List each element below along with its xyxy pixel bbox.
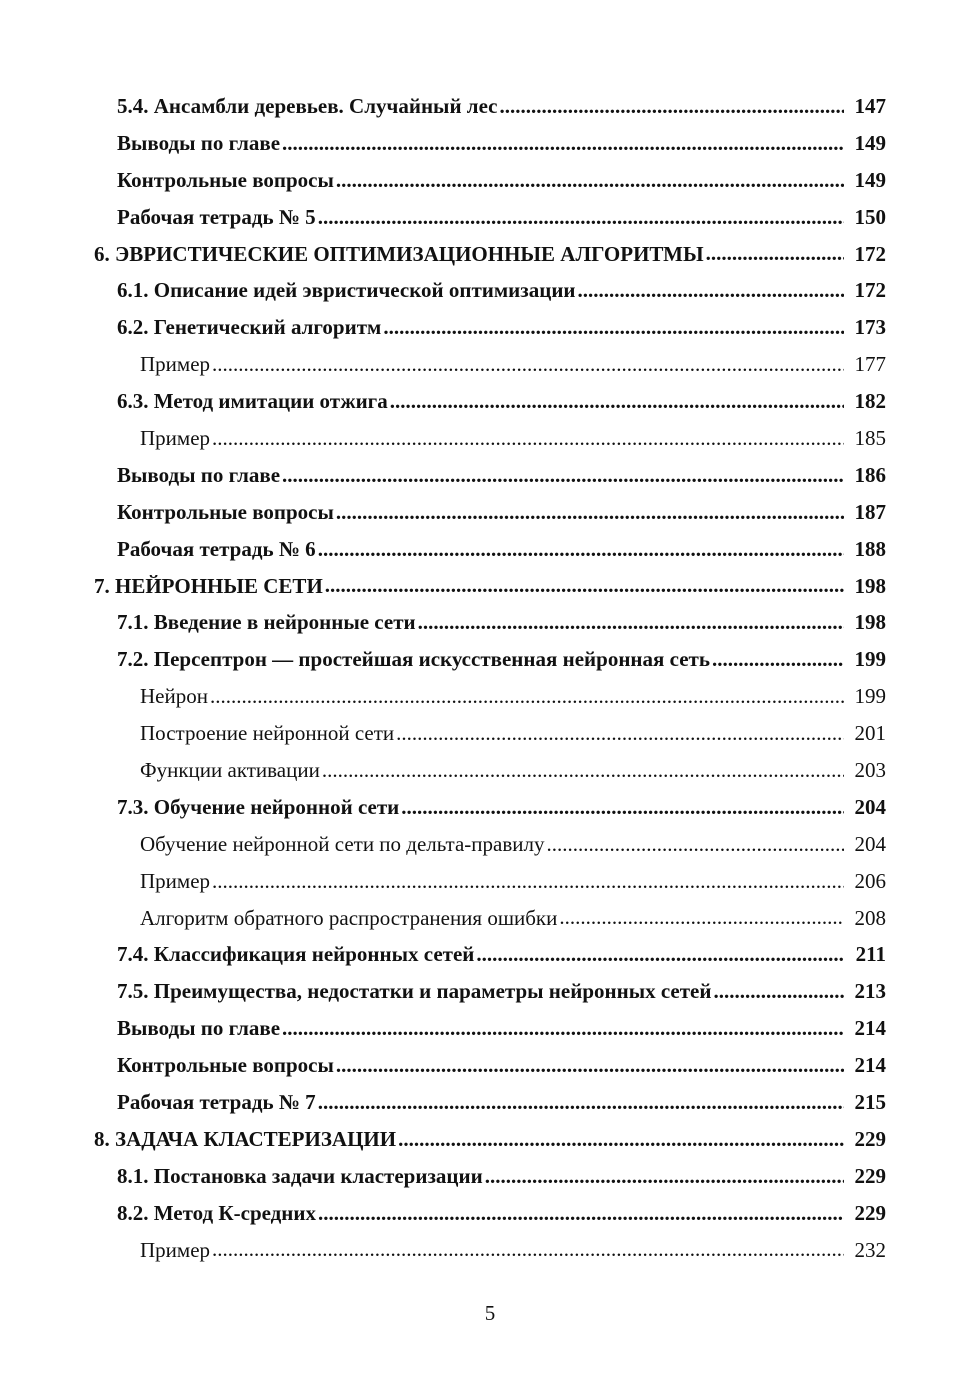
toc-leader-dots [418, 610, 844, 635]
toc-entry[interactable] [0, 1158, 980, 1195]
toc-entry[interactable] [0, 420, 980, 457]
toc-entry-title: 8.1. Постановка задачи кластеризации [117, 1163, 483, 1188]
page-number: 5 [484, 1301, 496, 1325]
toc-entry-page: 204 [854, 831, 886, 856]
toc-entry-title: Функции активации [140, 757, 320, 782]
toc-entry-title: 6. ЭВРИСТИЧЕСКИЕ ОПТИМИЗАЦИОННЫЕ АЛГОРИТМЫ [94, 241, 704, 266]
toc-entry-page: 208 [854, 905, 886, 930]
toc-entry-page: 214 [854, 1016, 886, 1041]
toc-leader-dots [282, 463, 844, 488]
toc-entry-page: 198 [854, 573, 886, 598]
toc-entry[interactable] [0, 1084, 980, 1121]
toc-entry[interactable] [0, 309, 980, 346]
toc-entry-page: 213 [854, 979, 886, 1004]
toc-entry[interactable] [0, 678, 980, 715]
toc-entry-title: Нейрон [140, 684, 208, 709]
toc-entry[interactable] [0, 900, 980, 937]
toc-entry-title: Алгоритм обратного распространения ошибки [140, 905, 558, 930]
toc-entry-page: 186 [854, 462, 886, 487]
toc-entry-title: Контрольные вопросы [117, 499, 334, 524]
toc-entry-page: 232 [854, 1237, 886, 1262]
toc-leader-dots [398, 1127, 844, 1152]
toc-entry[interactable] [0, 641, 980, 678]
toc-leader-dots [713, 979, 844, 1004]
toc-entry-page: 149 [854, 167, 886, 192]
toc-entry-title: Выводы по главе [117, 1016, 281, 1041]
toc-leader-dots [390, 389, 844, 414]
toc-entry-title: 6.1. Описание идей эвристической оптимизации [117, 278, 576, 303]
toc-leader-dots [499, 94, 844, 119]
toc-entry[interactable] [0, 1121, 980, 1158]
toc-leader-dots [712, 647, 844, 672]
toc-entry-title: 7.2. Персептрон — простейшая искусственная нейронная сеть [117, 647, 710, 672]
toc-leader-dots [282, 131, 844, 156]
toc-entry-page: 149 [854, 130, 886, 155]
toc-entry-title: Пример [140, 352, 211, 377]
toc-entry-page: 214 [854, 1053, 886, 1078]
toc-leader-dots [212, 352, 844, 377]
toc-leader-dots [336, 500, 844, 525]
toc-entry-title: 7.3. Обучение нейронной сети [117, 794, 400, 819]
toc-entry-title: Контрольные вопросы [117, 167, 334, 192]
toc-entry-page: 172 [854, 241, 886, 266]
toc-entry-page: 173 [854, 315, 886, 340]
toc-entry-page: 198 [854, 610, 886, 635]
toc-entry-page: 211 [855, 942, 886, 967]
toc-entry-title: Пример [140, 1237, 211, 1262]
toc-entry[interactable] [0, 346, 980, 383]
toc-entry-page: 187 [854, 499, 886, 524]
toc-leader-dots [318, 205, 844, 230]
toc-entry-title: 6.3. Метод имитации отжига [117, 389, 388, 414]
toc-entry-title: Пример [140, 425, 211, 450]
toc-leader-dots [322, 758, 844, 783]
toc-entry-title: 5.4. Ансамбли деревьев. Случайный лес [117, 93, 498, 118]
toc-entry[interactable] [0, 494, 980, 531]
toc-leader-dots [578, 278, 844, 303]
toc-entry[interactable] [0, 1232, 980, 1269]
toc-entry-title: Рабочая тетрадь № 5 [117, 204, 316, 229]
toc-entry-page: 203 [854, 757, 886, 782]
toc-entry[interactable] [0, 1010, 980, 1047]
toc-entry[interactable] [0, 604, 980, 641]
toc-entry-page: 229 [854, 1200, 886, 1225]
toc-leader-dots [396, 721, 844, 746]
toc-entry[interactable] [0, 973, 980, 1010]
toc-leader-dots [336, 1053, 844, 1078]
toc-entry[interactable] [0, 826, 980, 863]
toc-entry-title: Пример [140, 868, 211, 893]
toc-leader-dots [336, 168, 844, 193]
toc-leader-dots [318, 1201, 844, 1226]
toc-entry-page: 206 [854, 868, 886, 893]
toc-entry-page: 199 [854, 647, 886, 672]
toc-entry-page: 229 [854, 1163, 886, 1188]
toc-entry-title: 8. ЗАДАЧА КЛАСТЕРИЗАЦИИ [94, 1126, 397, 1151]
toc-entry-title: Контрольные вопросы [117, 1053, 334, 1078]
toc-entry[interactable] [0, 272, 980, 309]
toc-entry-title: 7. НЕЙРОННЫЕ СЕТИ [94, 573, 323, 598]
toc-leader-dots [325, 573, 844, 598]
toc-entry-page: 201 [854, 721, 886, 746]
toc-entry[interactable] [0, 125, 980, 162]
toc-entry-page: 199 [854, 684, 886, 709]
toc-entry[interactable] [0, 199, 980, 236]
toc-entry-title: Рабочая тетрадь № 7 [117, 1089, 316, 1114]
toc-entry-title: Обучение нейронной сети по дельта-правилу [140, 831, 545, 856]
toc-entry-title: 7.1. Введение в нейронные сети [117, 610, 416, 635]
toc-leader-dots [318, 537, 844, 562]
toc-entry-title: 7.4. Классификация нейронных сетей [117, 942, 475, 967]
toc-entry[interactable] [0, 715, 980, 752]
toc-leader-dots [212, 426, 844, 451]
toc-entry[interactable] [0, 457, 980, 494]
toc-leader-dots [485, 1164, 844, 1189]
toc-entry-page: 229 [854, 1126, 886, 1151]
toc-entry-title: Рабочая тетрадь № 6 [117, 536, 316, 561]
toc-entry[interactable] [0, 88, 980, 125]
toc-entry-title: Выводы по главе [117, 130, 281, 155]
toc-entry-page: 182 [854, 389, 886, 414]
toc-leader-dots [212, 1237, 844, 1262]
toc-leader-dots [383, 315, 844, 340]
toc-entry-title: 8.2. Метод К-средних [117, 1200, 317, 1225]
toc-entry-page: 147 [854, 93, 886, 118]
toc-entry[interactable] [0, 752, 980, 789]
toc-entry[interactable] [0, 1195, 980, 1232]
toc-entry[interactable] [0, 1047, 980, 1084]
toc-leader-dots [212, 869, 844, 894]
table-of-contents [0, 88, 980, 1269]
toc-entry-page: 188 [854, 536, 886, 561]
toc-leader-dots [318, 1090, 844, 1115]
toc-entry[interactable] [0, 789, 980, 826]
toc-entry-title: 6.2. Генетический алгоритм [117, 315, 382, 340]
toc-leader-dots [210, 684, 844, 709]
toc-entry[interactable] [0, 162, 980, 199]
toc-entry-page: 204 [854, 794, 886, 819]
toc-leader-dots [282, 1016, 844, 1041]
toc-entry[interactable] [0, 936, 980, 973]
toc-entry[interactable] [0, 236, 980, 273]
toc-entry-page: 185 [854, 425, 886, 450]
toc-entry-title: 7.5. Преимущества, недостатки и параметры нейронных сетей [117, 979, 712, 1004]
toc-entry[interactable] [0, 383, 980, 420]
toc-entry[interactable] [0, 863, 980, 900]
toc-entry-title: Выводы по главе [117, 462, 281, 487]
toc-leader-dots [559, 905, 844, 930]
toc-entry-page: 215 [854, 1089, 886, 1114]
toc-leader-dots [547, 832, 845, 857]
toc-entry[interactable] [0, 531, 980, 568]
toc-entry-page: 150 [854, 204, 886, 229]
toc-entry-title: Построение нейронной сети [140, 721, 395, 746]
toc-entry-page: 172 [854, 278, 886, 303]
toc-entry-page: 177 [854, 352, 886, 377]
toc-entry[interactable] [0, 568, 980, 605]
toc-leader-dots [706, 241, 844, 266]
toc-leader-dots [476, 942, 844, 967]
toc-leader-dots [401, 795, 844, 820]
